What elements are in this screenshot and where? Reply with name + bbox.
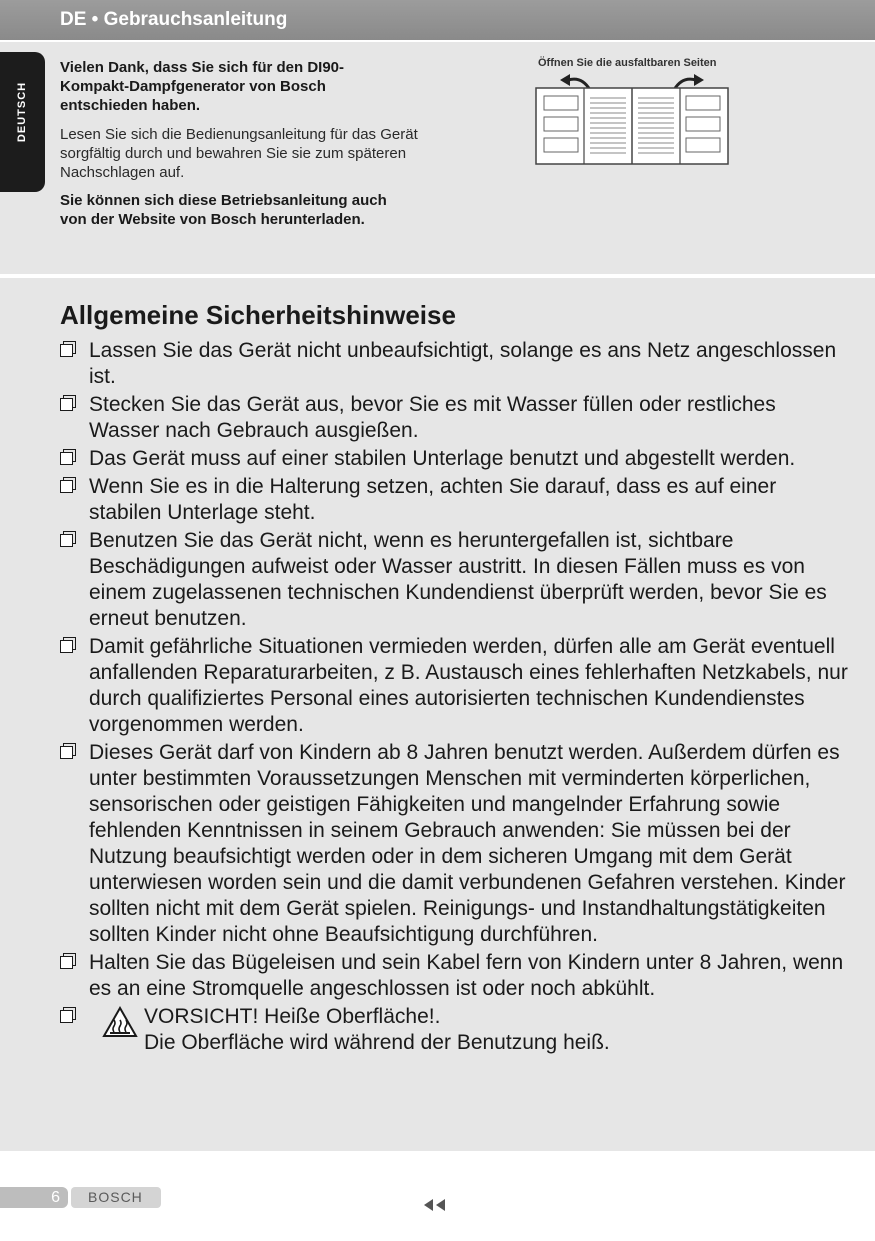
intro-download-text: Sie können sich diese Betriebsanleitung auch von der Website von Bosch herunterladen. (60, 192, 387, 228)
intro-thanks-text: Vielen Dank, dass Sie sich für den DI90-Kompakt-Dampfgenerator von Bosch entschieden haben. (60, 59, 344, 114)
open-pages-label: Öffnen Sie die ausfaltbaren Seiten (538, 57, 717, 69)
safety-item-text: Damit gefährliche Situationen vermieden werden, dürfen alle am Gerät eventuell anfallenden Reparaturarbeiten, z B. Austausch eines fehlerhaften Netzkabels, nur durch qualifiziertes Personal eines autorisierten technischen Kundendienstes vorgenommen werden. (89, 635, 848, 736)
checkbox-bullet-icon (60, 452, 73, 465)
safety-item-text: Halten Sie das Bügeleisen und sein Kabel fern von Kindern unter 8 Jahren, wenn es an eine Stromquelle angeschlossen ist oder noch abkühlt. (89, 951, 844, 1000)
checkbox-bullet-icon (60, 746, 73, 759)
safety-list (60, 338, 850, 1062)
checkbox-bullet-icon (60, 1010, 73, 1023)
checkbox-bullet-icon (60, 344, 73, 357)
brand-name: BOSCH (88, 1189, 143, 1205)
safety-item (60, 634, 850, 738)
intro-download (60, 191, 390, 229)
warning-title: VORSICHT! Heiße Oberfläche!. (144, 1005, 441, 1028)
checkbox-bullet-icon (60, 534, 73, 547)
safety-item-text: Wenn Sie es in die Halterung setzen, achten Sie darauf, dass es auf einer stabilen Unterlage steht. (89, 475, 777, 524)
previous-page-icon (423, 1199, 449, 1211)
safety-item-text: Lassen Sie das Gerät nicht unbeaufsichtigt, solange es ans Netz angeschlossen ist. (89, 339, 837, 388)
header-title: DE • Gebrauchsanleitung (60, 9, 288, 30)
safety-item (60, 446, 850, 472)
checkbox-bullet-icon (60, 480, 73, 493)
safety-item (60, 338, 850, 390)
checkbox-bullet-icon (60, 956, 73, 969)
hot-surface-warning (60, 1004, 850, 1060)
safety-item-text: Stecken Sie das Gerät aus, bevor Sie es mit Wasser füllen oder restliches Wasser nach Gebrauch ausgießen. (89, 393, 776, 442)
safety-item-text: Das Gerät muss auf einer stabilen Unterlage benutzt und abgestellt werden. (89, 447, 796, 470)
intro-read-manual-text: Lesen Sie sich die Bedienungsanleitung für das Gerät sorgfältig durch und bewahren Sie sie zum späteren Nachschlagen auf. (60, 126, 418, 181)
language-tab-label: DEUTSCH (16, 81, 28, 143)
hot-surface-warning-icon (102, 1006, 138, 1038)
checkbox-bullet-icon (60, 640, 73, 653)
page-number: 6 (51, 1189, 60, 1206)
safety-item (60, 950, 850, 1002)
checkbox-bullet-icon (60, 398, 73, 411)
foldout-pages-illustration (532, 72, 732, 168)
safety-item (60, 740, 850, 948)
safety-item (60, 528, 850, 632)
intro-thanks (60, 58, 390, 115)
warning-description: Die Oberfläche wird während der Benutzung heiß. (144, 1031, 610, 1054)
intro-read-manual (60, 125, 432, 182)
safety-item (60, 392, 850, 444)
safety-item (60, 474, 850, 526)
section-title: Allgemeine Sicherheitshinweise (60, 300, 456, 330)
safety-item-text: Benutzen Sie das Gerät nicht, wenn es heruntergefallen ist, sichtbare Beschädigungen aufweist oder Wasser austritt. In diesen Fällen muss es von einem zugelassenen technischen Kundendienst überprüft werden, bevor Sie es erneut benutzen. (89, 529, 827, 630)
warning-text (144, 1004, 610, 1056)
safety-item-text: Dieses Gerät darf von Kindern ab 8 Jahren benutzt werden. Außerdem dürfen es unter bestimmten Voraussetzungen Menschen mit verminderten körperlichen, sensorischen oder geistigen Fähigkeiten und mangelnder Erfahrung sowie fehlenden Kenntnissen in seinem Gebrauch anwenden: Sie müssen bei der Nutzung beaufsichtigt werden oder in dem sicheren Umgang mit dem Gerät unterwiesen worden sein und die damit verbundenen Gefahren verstehen. Kinder sollten nicht mit dem Gerät spielen. Reinigungs- und Instandhaltungstätigkeiten sollten Kinder nicht ohne Beaufsichtigung durchführen. (89, 741, 846, 946)
